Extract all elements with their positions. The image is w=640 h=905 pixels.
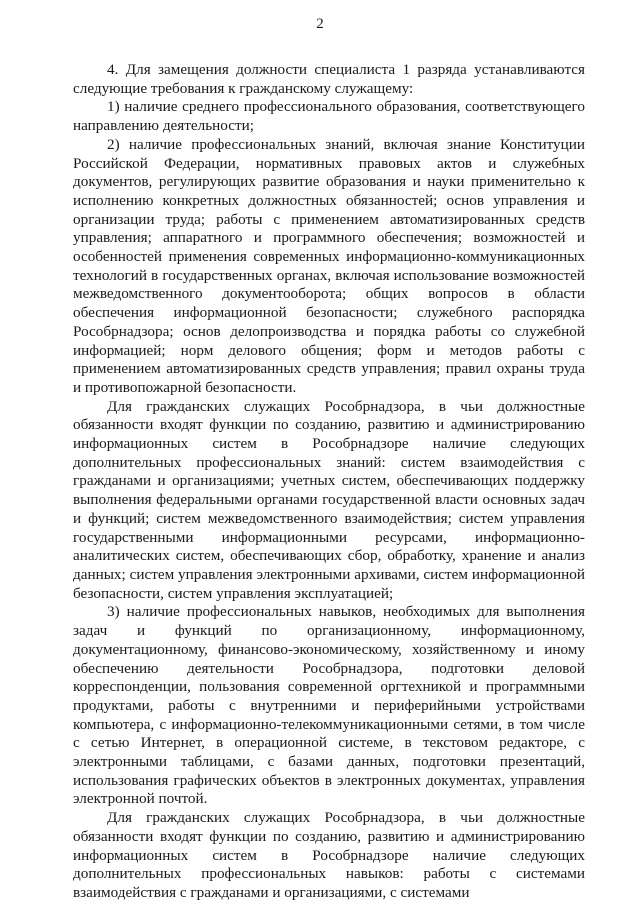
paragraph-skills-requirement: 3) наличие профессиональных навыков, необходимых для выполнения задач и функций по организационному, информационному, документационному, финансово-экономическому, хозяйственному и иному обеспечению деятельности Рособрнадзора, подготовки деловой корреспонденции, пользования современной оргтехникой и программными продуктами, работы с внутренними и периферийными устройствами компьютера, с информационно-телекоммуникационными сетями, в том числе с сетью Интернет, в операционной системе, в текстовом редакторе, с электронными таблицами, с базами данных, подготовки презентаций, использования графических объектов в электронных документах, управления электронной почтой. bbox=[73, 603, 585, 808]
paragraph-position-requirements: 4. Для замещения должности специалиста 1 разряда устанавливаются следующие требования к гражданскому служащему: bbox=[73, 61, 585, 97]
document-body bbox=[73, 61, 585, 903]
paragraph-additional-knowledge: Для гражданских служащих Рособрнадзора, в чьи должностные обязанности входят функции по созданию, развитию и администрированию информационных систем в Рособрнадзоре наличие следующих дополнительных профессиональных знаний: систем взаимодействия с гражданами и организациями; учетных систем, обеспечивающих поддержку выполнения федеральными органами государственной власти основных задач и функций; систем межведомственного взаимодействия; систем управления государственными информационными ресурсами, информационно-аналитических систем, обеспечивающих сбор, обработку, хранение и анализ данных; систем управления электронными архивами, систем информационной безопасности, систем управления эксплуатацией; bbox=[73, 397, 585, 602]
page-number: 2 bbox=[316, 16, 324, 32]
paragraph-knowledge-requirement: 2) наличие профессиональных знаний, включая знание Конституции Российской Федерации, нормативных правовых актов и служебных документов, регулирующих развитие образования и науки применительно к исполнению конкретных должностных обязанностей; основ управления и организации труда; работы с применением автоматизированных средств управления; аппаратного и программного обеспечения; возможностей и особенностей применения современных информационно-коммуникационных технологий в государственных органах, включая использование возможностей межведомственного документооборота; общих вопросов в области обеспечения информационной безопасности; служебного распорядка Рособрнадзора; основ делопроизводства и порядка работы со служебной информацией; норм делового общения; форм и методов работы с применением автоматизированных средств управления; правил охраны труда и противопожарной безопасности. bbox=[73, 135, 585, 396]
paragraph-education-requirement: 1) наличие среднего профессионального образования, соответствующего направлению деятельности; bbox=[73, 98, 585, 135]
paragraph-additional-skills: Для гражданских служащих Рособрнадзора, в чьи должностные обязанности входят функции по созданию, развитию и администрированию информационных систем в Рособрнадзоре наличие следующих дополнительных профессиональных навыков: работы с системами взаимодействия с гражданами и организациями, с системами bbox=[73, 809, 585, 901]
